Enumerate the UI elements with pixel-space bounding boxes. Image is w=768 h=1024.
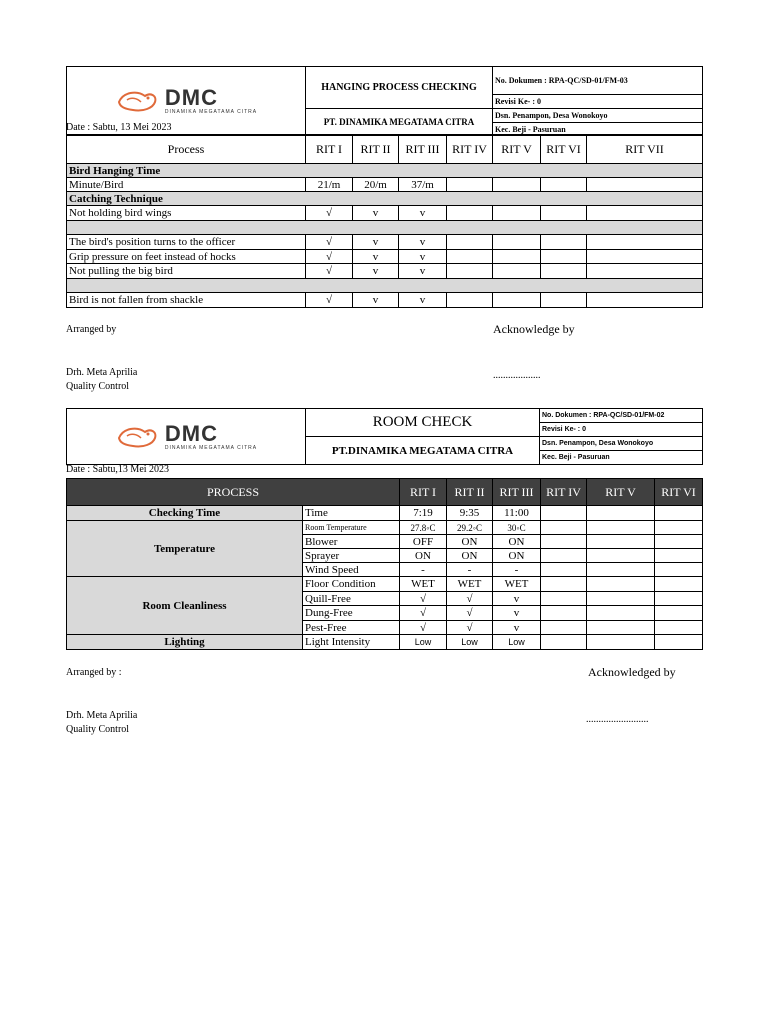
cell-value: v [493,606,541,621]
form1-signer-role: Quality Control [66,381,130,392]
group-lighting: Lighting [67,635,303,650]
col-rit: RIT II [447,479,493,506]
form2-acknowledged-by: Acknowledged by [588,665,676,679]
col-process: PROCESS [67,479,400,506]
form1-addr1: Dsn. Penampon, Desa Wonokoyo [493,109,703,123]
cell-value: WET [400,577,447,592]
row-label: Floor Condition [303,577,400,592]
table-row [67,235,703,250]
cell-value: WET [493,577,541,592]
table-row [67,250,703,264]
group-temperature: Temperature [67,521,303,577]
form2-company: PT.DINAMIKA MEGATAMA CITRA [306,437,540,465]
col-process: Process [67,135,306,164]
row-label: Wind Speed [303,563,400,577]
cell-value: 29.2◦C [447,521,493,535]
form2-logo-cell [67,409,306,465]
cell-value: ON [493,549,541,563]
cell-value: 11:00 [493,506,541,521]
cell-value: ON [493,535,541,549]
cell-value: v [353,250,399,264]
cell-value: 27.8◦C [400,521,447,535]
cell-value: OFF [400,535,447,549]
row-label: Dung-Free [303,606,400,621]
form2-doc-no: No. Dokumen : RPA-QC/SD-01/FM-02 [540,409,703,423]
cell-value: √ [306,235,353,250]
cell-value: 30◦C [493,521,541,535]
cell-value: v [399,264,447,279]
cell-value: v [399,235,447,250]
form1-title: HANGING PROCESS CHECKING [306,67,493,109]
col-rit: RIT VI [541,135,587,164]
col-rit: RIT IV [541,479,587,506]
form2-arranged-by: Arranged by : [66,667,122,678]
form2-addr1: Dsn. Penampon, Desa Wonokoyo [540,437,703,451]
form1-date: Date : Sabtu, 13 Mei 2023 [66,122,172,133]
cell-value: 21/m [306,178,353,192]
table-row [67,206,703,221]
form2-signer-role: Quality Control [66,724,130,735]
cell-value: ON [400,549,447,563]
section-bird-hanging: Bird Hanging Time [67,164,703,178]
company-logo-subtext: DINAMIKA MEGATAMA CITRA [164,109,258,115]
form1-ack-signature-line: ................... [493,370,541,381]
cell-value: 20/m [353,178,399,192]
form2-ack-signature-line: ......................... [586,714,649,725]
form2-signer-name: Drh. Meta Aprilia [66,710,138,721]
row-label: Quill-Free [303,592,400,606]
cell-value: √ [400,606,447,621]
table-row [67,577,703,592]
row-label: Blower [303,535,400,549]
col-rit: RIT I [400,479,447,506]
company-logo-text: DMC [164,85,218,110]
table-row [67,264,703,279]
cell-value: √ [306,264,353,279]
row-label: Minute/Bird [67,178,306,192]
row-label: Light Intensity [303,635,400,650]
form1-signer-name: Drh. Meta Aprilia [66,367,138,378]
col-rit: RIT VII [587,135,703,164]
cell-value: v [353,235,399,250]
cell-value: - [447,563,493,577]
cell-value: √ [447,621,493,635]
form2-header [66,408,703,465]
cell-value: √ [306,250,353,264]
cell-value: - [400,563,447,577]
form1-addr2: Kec. Beji - Pasuruan [493,123,703,136]
form2-revisi: Revisi Ke- : 0 [540,423,703,437]
cell-value: v [399,206,447,221]
form2-header-row [67,479,703,506]
cell-value: 7:19 [400,506,447,521]
form1-revisi: Revisi Ke- : 0 [493,95,703,109]
cell-value: v [353,206,399,221]
cell-value: ON [447,535,493,549]
row-label: Bird is not fallen from shackle [67,293,306,308]
cell-value: v [399,293,447,308]
cell-value: Low [400,635,447,650]
spacer-row [67,279,703,293]
spacer-row [67,221,703,235]
col-rit: RIT V [587,479,655,506]
col-rit: RIT IV [447,135,493,164]
row-label: Not pulling the big bird [67,264,306,279]
rooster-logo-icon [115,88,161,114]
cell-value: v [353,293,399,308]
cell-value: v [493,592,541,606]
cell-value: √ [447,592,493,606]
cell-value: 37/m [399,178,447,192]
cell-value: v [353,264,399,279]
row-label: Time [303,506,400,521]
table-row [67,521,703,535]
cell-value: √ [306,206,353,221]
col-rit: RIT VI [655,479,703,506]
form2-title: ROOM CHECK [306,409,540,437]
col-rit: RIT III [399,135,447,164]
cell-value: - [493,563,541,577]
form2-addr2: Kec. Beji - Pasuruan [540,451,703,465]
table-row [67,293,703,308]
form1-arranged-by: Arranged by [66,324,117,335]
cell-value: √ [447,606,493,621]
section-catching: Catching Technique [67,192,703,206]
table-row [67,178,703,192]
form1-header-row [67,135,703,164]
form1-acknowledge-by: Acknowledge by [493,322,575,336]
cell-value: WET [447,577,493,592]
company-logo-text: DMC [164,420,218,446]
form2-date: Date : Sabtu,13 Mei 2023 [66,464,170,475]
cell-value: √ [400,621,447,635]
rooster-logo-icon [115,424,161,450]
cell-value: 9:35 [447,506,493,521]
row-label: Pest-Free [303,621,400,635]
cell-value: Low [447,635,493,650]
cell-value: √ [400,592,447,606]
cell-value: Low [493,635,541,650]
row-label: Sprayer [303,549,400,563]
company-logo-subtext: DINAMIKA MEGATAMA CITRA [164,444,258,451]
cell-value: ON [447,549,493,563]
form2-table [66,478,703,650]
group-checking-time: Checking Time [67,506,303,521]
row-label: Grip pressure on feet instead of hocks [67,250,306,264]
cell-value: v [399,250,447,264]
col-rit: RIT V [493,135,541,164]
table-row [67,506,703,521]
row-label: Not holding bird wings [67,206,306,221]
form1-company: PT. DINAMIKA MEGATAMA CITRA [306,109,493,136]
row-label: Room Temperature [303,521,400,535]
col-rit: RIT III [493,479,541,506]
form1-doc-no: No. Dokumen : RPA-QC/SD-01/FM-03 [493,67,703,95]
group-room-cleanliness: Room Cleanliness [67,577,303,635]
cell-value: v [493,621,541,635]
form1-table [66,134,703,308]
table-row [67,635,703,650]
col-rit: RIT I [306,135,353,164]
row-label: The bird's position turns to the officer [67,235,306,250]
col-rit: RIT II [353,135,399,164]
cell-value: √ [306,293,353,308]
